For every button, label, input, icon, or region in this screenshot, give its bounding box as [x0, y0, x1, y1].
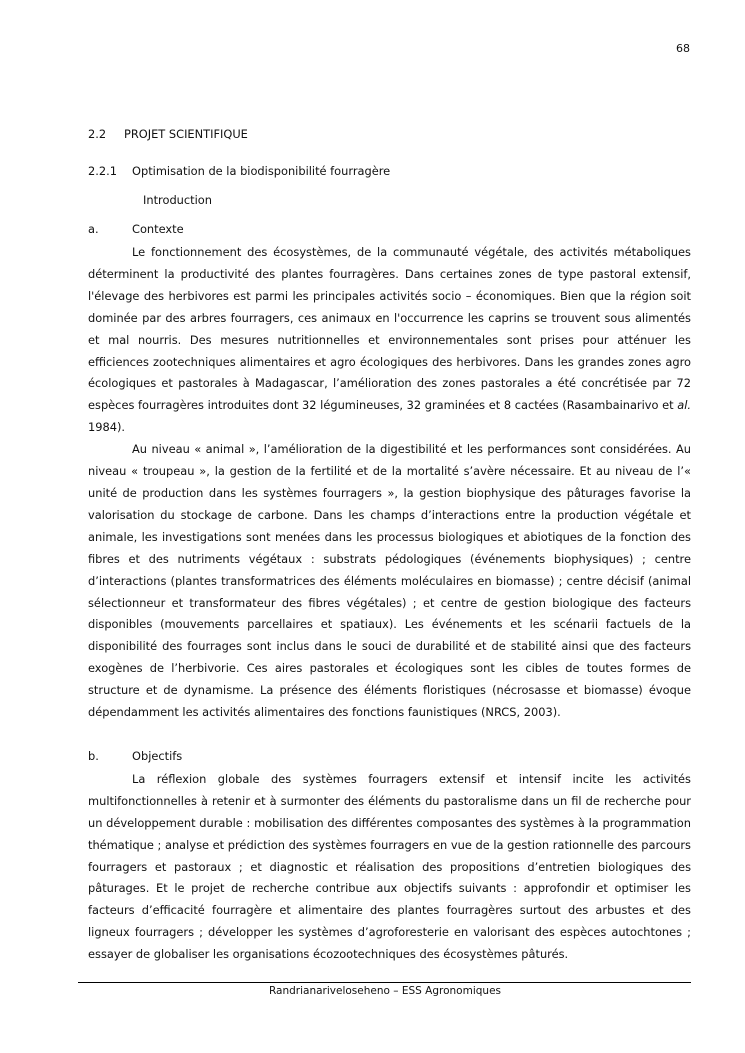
section-heading	[88, 124, 691, 144]
spacer	[88, 724, 691, 746]
subsection-title: Optimisation de la biodisponibilité fourragère	[132, 164, 391, 178]
page-number: 68	[676, 42, 690, 55]
context-letter: a.	[88, 222, 99, 236]
document-body	[88, 124, 691, 966]
context-title: Contexte	[132, 222, 184, 236]
objectives-letter: b.	[88, 748, 99, 763]
context-paragraph-1	[88, 242, 691, 439]
context-heading	[88, 219, 691, 239]
introduction-heading: Introduction	[143, 193, 212, 207]
objectives-paragraph: La réflexion globale des systèmes fourragers extensif et intensif incite les activités multifonctionnelles à retenir et à surmonter des éléments du pastoralisme dans un fil de recherche pour un développement durable : mobilisation des différentes composantes des systèmes à la programmation thématique ; analyse et prédiction des systèmes fourragers en vue de la gestion rationnelle des parcours fourragers et pastoraux ; et diagnostic et réalisation des propositions d’entretien biologiques des pâturages. Et le projet de recherche contribue aux objectifs suivants : approfondir et optimiser les facteurs d’efficacité fourragère et alimentaire des plantes fourragères surtout des arbustes et des ligneux fourragers ; développer les systèmes d’agroforesterie en valorisant des espèces autochtones ; essayer de globaliser les organisations écozootechniques des écosystèmes pâturés.	[88, 771, 691, 962]
objectives-heading	[88, 746, 691, 766]
et-al-italic: al.	[677, 398, 691, 413]
section-number: 2.2	[88, 127, 107, 141]
context-paragraph-1-end: 1984).	[88, 420, 126, 435]
context-paragraph-1-text: Le fonctionnement des écosystèmes, de la communauté végétale, des activités métaboliques déterminent la productivité des plantes fourragères. Dans certaines zones de type pastoral extensif, l'élevage des herbivores est parmi les principales activités socio – économiques. Bien que la région soit dominée par des arbres fourragers, ces animaux en l'occurrence les caprins se trouvent sous alimentés et mal nourris. Des mesures nutritionnelles et environnementales sont prises pour atténuer les efficiences zootechniques alimentaires et agro écologiques des herbivores. Dans les grandes zones agro écologiques et pastorales à Madagascar, l’amélioration des zones pastorales a été concrétisée par 72 espèces fourragères introduites dont 32 légumineuses, 32 graminées et 8 cactées (Rasambainarivo et	[88, 245, 691, 413]
footer-divider	[78, 982, 691, 983]
objectives-title: Objectifs	[132, 748, 183, 763]
subsection-number: 2.2.1	[88, 164, 117, 178]
subsection-heading	[88, 161, 691, 181]
context-paragraph-2: Au niveau « animal », l’amélioration de la digestibilité et les performances sont considérées. Au niveau « troupeau », la gestion de la fertilité et de la mortalité s’avère nécessaire. Et au niveau de l’« unité de production dans les systèmes fourragers », la gestion biophysique des pâturages favorise la valorisation du stockage de carbone. Dans les champs d’interactions entre la production végétale et animale, les investigations sont menées dans les processus biologiques et abiotiques de la fonction des fibres et des nutriments végétaux : substrats pédologiques (événements biophysiques) ; centre d’interactions (plantes transformatrices des éléments moléculaires en biomasse) ; centre décisif (animal sélectionneur et transformateur des fibres végétales) ; et centre de gestion biologique des facteurs disponibles (mouvements parcellaires et spatiaux). Les événements et les scénarii factuels de la disponibilité des fourrages sont inclus dans le souci de durabilité et de stabilité ainsi que des facteurs exogènes de l’herbivorie. Ces aires pastorales et écologiques sont les cibles de toutes formes de structure et de dynamisme. La présence des éléments floristiques (nécrosasse et biomasse) évoque dépendamment les activités alimentaires des fonctions faunistiques (NRCS, 2003).	[88, 442, 691, 720]
footer-text: Randrianariveloseheno – ESS Agronomiques	[268, 985, 501, 997]
section-title: PROJET SCIENTIFIQUE	[124, 127, 248, 141]
